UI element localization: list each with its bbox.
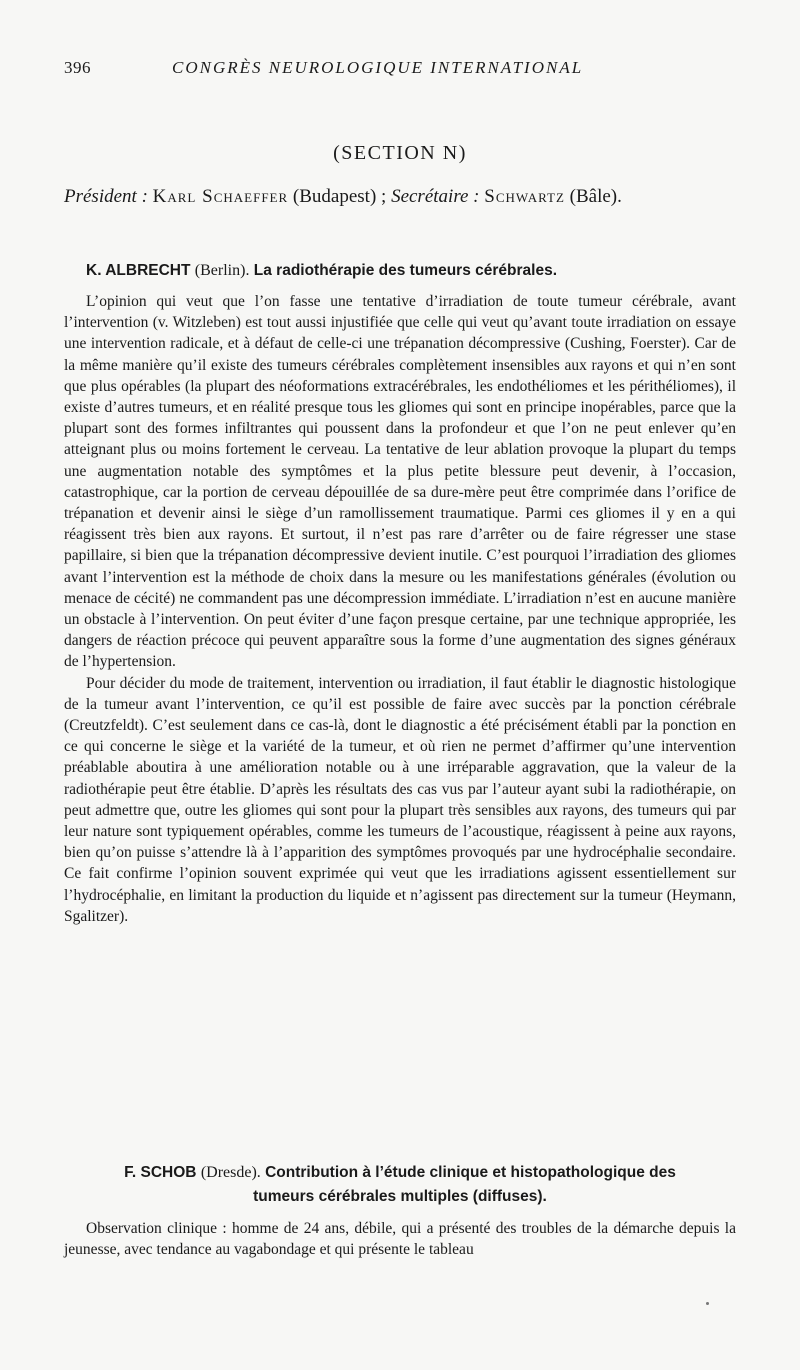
page-number: 396 — [64, 58, 91, 77]
article-heading-albrecht — [86, 262, 736, 280]
paragraph: L’opinion qui veut que l’on fasse une tentative d’irradiation de toute tumeur cérébrale, avant l’intervention (v. Witzleben) est tout aussi injustifiée que celle qui veut qu’avant toute irradiation on essaye une intervention radicale, et à défaut de celle-ci une trépanation décompressive (Cushing, Foerster). Car de la même manière qu’il existe des tumeurs cérébrales complètement insensibles aux rayons et qui n’en sont que plus opérables (la plupart des néoformations extracérébrales, les endothéliomes et les périthéliomes), il existe d’autres tumeurs, et en réalité presque tous les gliomes qui sont en principe inopérables, parce que la plupart sont des formes infiltrantes qui poussent dans la profondeur et que l’on ne peut enlever qu’en atteignant plus ou moins fortement le cerveau. La tentative de leur ablation provoque la plupart du temps une augmentation notable des symptômes et la plus petite blessure peut devenir, à l’occasion, catastrophique, car la portion de cerveau dépouillée de sa dure-mère peut être comprimée dans l’orifice de trépanation et devenir ainsi le siège d’un ramollissement traumatique. Parmi ces gliomes il y en a qui réagissent très bien aux rayons. Et surtout, il n’est pas rare d’arrêter ou de faire régresser une stase papillaire, si bien que la trépanation décompressive devient inutile. C’est pourquoi l’irradiation des gliomes avant l’intervention est la méthode de choix dans la mesure ou les manifestations générales (évolution ou menace de cécité) ne commandent pas une décompression immédiate. L’irradiation n’est en aucune manière un obstacle à l’intervention. On peut éviter d’une façon presque certaine, par une technique appropriée, les dangers de réaction précoce qui peuvent apparaître sous la forme d’une augmentation des signes généraux de l’hypertension. — [64, 293, 736, 671]
article-author: F. SCHOB — [124, 1164, 197, 1181]
secretary-place: (Bâle). — [569, 186, 622, 207]
secretary-name: Schwartz — [484, 186, 565, 207]
running-title: CONGRÈS NEUROLOGIQUE INTERNATIONAL — [172, 58, 584, 77]
article-author: K. ALBRECHT — [86, 262, 191, 279]
paragraph: Observation clinique : homme de 24 ans, débile, qui a présenté des troubles de la démarche depuis la jeunesse, avec tendance au vagabondage et qui présente le tableau — [64, 1220, 736, 1259]
article-city: (Berlin). — [194, 262, 250, 279]
article-body-albrecht — [64, 291, 736, 927]
article-heading-schob — [64, 1161, 736, 1209]
president-name: Karl Schaeffer — [152, 186, 289, 207]
article-title-line-2: tumeurs cérébrales multiples (diffuses). — [253, 1188, 547, 1205]
secretary-label: Secrétaire : — [391, 186, 480, 207]
article-body-schob — [64, 1218, 736, 1260]
section-title: (SECTION N) — [333, 142, 467, 164]
president-label: Président : — [64, 186, 148, 207]
article-city: (Dresde). — [200, 1164, 261, 1181]
article-title: La radiothérapie des tumeurs cérébrales. — [253, 262, 557, 279]
president-place: (Budapest) ; — [292, 186, 387, 207]
section-officers — [64, 183, 736, 211]
paragraph: Pour décider du mode de traitement, intervention ou irradiation, il faut établir le diagnostic histologique de la tumeur avant l’intervention, ce qu’il est possible de faire avec succès par la ponction cérébrale (Creutzfeldt). C’est seulement dans ce cas-là, dont le diagnostic a été précisément établi par la ponction en ce qui concerne le siège et la variété de la tumeur, et où rien ne permet d’affirmer qu’une intervention préablable aboutira à une amélioration notable ou à une irréparable aggravation, que la valeur de la radiothérapie peut être établie. D’après les résultats des cas vus par l’auteur ayant subi la radiothérapie, on peut admettre que, outre les gliomes qui sont pour la plupart très sensibles aux rayons, des tumeurs qui par leur nature sont typiquement opérables, comme les tumeurs de l’acoustique, réagissent à peine aux rayons, bien qu’on puisse s’attendre là à l’apparition des symptômes provoqués par une hydrocéphalie secondaire. Ce fait confirme l’opinion souvent exprimée qui veut que les irradiations agissent essentiellement sur l’hydrocéphalie, en limitant la production du liquide et n’agissent pas directement sur la tumeur (Heymann, Sgalitzer). — [64, 674, 736, 925]
article-title-line-1: Contribution à l’étude clinique et histopathologique des — [265, 1164, 676, 1181]
print-speck — [706, 1302, 709, 1305]
